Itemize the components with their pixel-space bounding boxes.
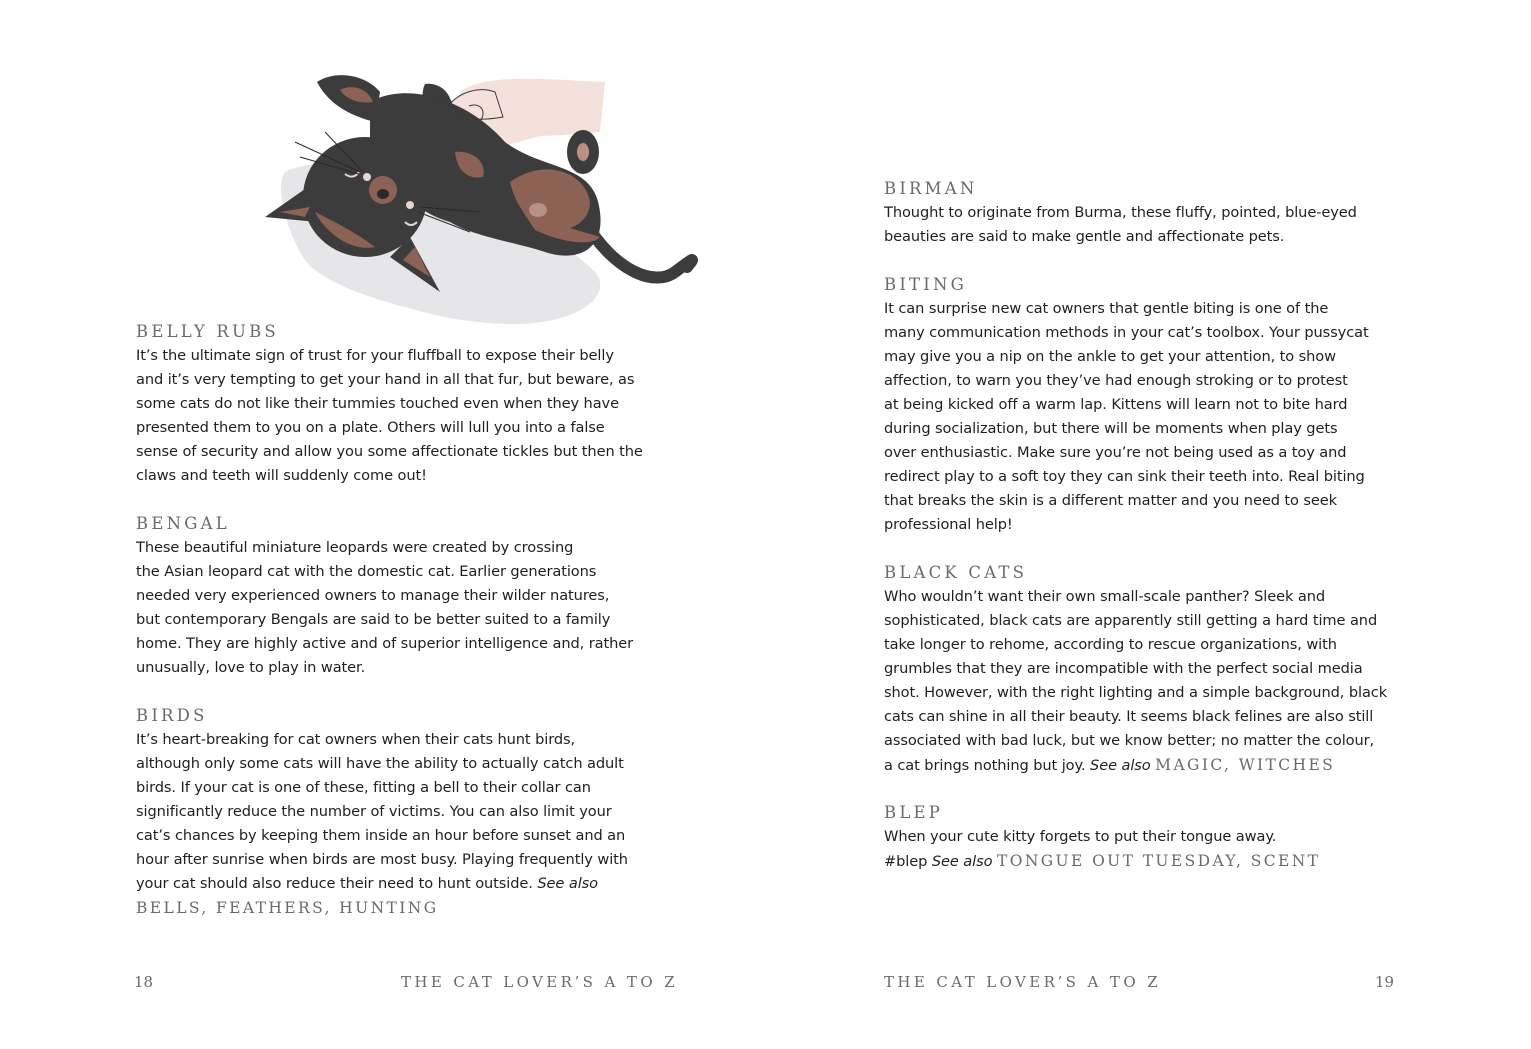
entry-heading: BIRDS bbox=[136, 706, 208, 725]
body-line bbox=[884, 753, 1387, 778]
left-page bbox=[0, 0, 765, 1049]
entry-body bbox=[884, 297, 1369, 537]
body-line: sense of security and allow you some affectionate tickles but then the bbox=[136, 443, 643, 460]
body-text: your cat should also reduce their need to hunt outside. bbox=[136, 875, 538, 892]
entry-biting bbox=[884, 273, 1369, 537]
body-line: claws and teeth will suddenly come out! bbox=[136, 467, 427, 484]
body-line: birds. If your cat is one of these, fitting a bell to their collar can bbox=[136, 779, 591, 796]
body-line: It’s the ultimate sign of trust for your fluffball to expose their belly bbox=[136, 347, 614, 364]
entry-bengal bbox=[136, 512, 633, 680]
entry-heading: BIRMAN bbox=[884, 179, 978, 198]
body-line: When your cute kitty forgets to put their tongue away. bbox=[884, 828, 1277, 845]
right-page bbox=[765, 0, 1531, 1049]
page-number: 18 bbox=[134, 973, 154, 991]
see-also-label: See also bbox=[1090, 757, 1151, 774]
running-head: THE CAT LOVER’S A TO Z bbox=[401, 973, 679, 991]
body-line: some cats do not like their tummies touched even when they have bbox=[136, 395, 619, 412]
page-number: 19 bbox=[1375, 973, 1395, 991]
entry-heading: BLEP bbox=[884, 803, 944, 822]
entry-belly-rubs bbox=[136, 320, 643, 488]
body-line: beauties are said to make gentle and affectionate pets. bbox=[884, 228, 1285, 245]
body-line: may give you a nip on the ankle to get your attention, to show bbox=[884, 348, 1336, 365]
body-line: cat’s chances by keeping them inside an hour before sunset and an bbox=[136, 827, 626, 844]
entry-birman bbox=[884, 177, 1357, 249]
body-line: It’s heart-breaking for cat owners when their cats hunt birds, bbox=[136, 731, 576, 748]
see-also-label: See also bbox=[931, 853, 993, 870]
body-line: the Asian leopard cat with the domestic cat. Earlier generations bbox=[136, 563, 597, 580]
entry-heading: BLACK CATS bbox=[884, 563, 1028, 582]
body-line: needed very experienced owners to manage their wilder natures, bbox=[136, 587, 610, 604]
entry-body bbox=[136, 536, 633, 680]
body-line: unusually, love to play in water. bbox=[136, 659, 366, 676]
body-text: #blep bbox=[884, 853, 932, 870]
entry-heading: BITING bbox=[884, 275, 967, 294]
see-also-links[interactable]: BELLS, FEATHERS, HUNTING bbox=[136, 899, 439, 917]
body-line: These beautiful miniature leopards were created by crossing bbox=[136, 539, 574, 556]
entry-birds bbox=[136, 704, 628, 921]
see-also-links[interactable]: MAGIC, WITCHES bbox=[1155, 756, 1336, 774]
body-line: shot. However, with the right lighting and a simple background, black bbox=[884, 684, 1388, 701]
entry-body bbox=[136, 344, 643, 488]
body-line: cats can shine in all their beauty. It seems black felines are also still bbox=[884, 708, 1374, 725]
cat-belly-rub-illustration bbox=[255, 62, 705, 332]
body-line: Thought to originate from Burma, these fluffy, pointed, blue-eyed bbox=[884, 204, 1357, 221]
body-line: although only some cats will have the ability to actually catch adult bbox=[136, 755, 624, 772]
body-line: over enthusiastic. Make sure you’re not being used as a toy and bbox=[884, 444, 1347, 461]
see-also-label: See also bbox=[537, 875, 598, 892]
body-line: presented them to you on a plate. Others will lull you into a false bbox=[136, 419, 605, 436]
body-line: Who wouldn’t want their own small-scale panther? Sleek and bbox=[884, 588, 1326, 605]
body-line: sophisticated, black cats are apparently still getting a hard time and bbox=[884, 612, 1378, 629]
body-line bbox=[884, 849, 1320, 874]
entry-heading: BELLY RUBS bbox=[136, 322, 279, 341]
body-line: associated with bad luck, but we know better; no matter the colour, bbox=[884, 732, 1375, 749]
body-line: and it’s very tempting to get your hand in all that fur, but beware, as bbox=[136, 371, 635, 388]
body-line: at being kicked off a warm lap. Kittens will learn not to bite hard bbox=[884, 396, 1348, 413]
body-line: hour after sunrise when birds are most busy. Playing frequently with bbox=[136, 851, 628, 868]
body-line bbox=[136, 896, 628, 921]
entry-body bbox=[884, 825, 1320, 874]
body-line: but contemporary Bengals are said to be better suited to a family bbox=[136, 611, 611, 628]
body-line: professional help! bbox=[884, 516, 1013, 533]
body-line bbox=[136, 872, 628, 896]
running-head: THE CAT LOVER’S A TO Z bbox=[884, 973, 1162, 991]
see-also-links[interactable]: TONGUE OUT TUESDAY, SCENT bbox=[996, 852, 1321, 870]
body-line: redirect play to a soft toy they can sink their teeth into. Real biting bbox=[884, 468, 1365, 485]
entry-body bbox=[136, 728, 628, 921]
body-line: It can surprise new cat owners that gentle biting is one of the bbox=[884, 300, 1329, 317]
body-line: affection, to warn you they’ve had enough stroking or to protest bbox=[884, 372, 1348, 389]
body-line: take longer to rehome, according to rescue organizations, with bbox=[884, 636, 1337, 653]
body-line: that breaks the skin is a different matter and you need to seek bbox=[884, 492, 1338, 509]
body-line: during socialization, but there will be moments when play gets bbox=[884, 420, 1338, 437]
body-line: significantly reduce the number of victims. You can also limit your bbox=[136, 803, 612, 820]
entry-body bbox=[884, 201, 1357, 249]
body-line: grumbles that they are incompatible with the perfect social media bbox=[884, 660, 1363, 677]
body-line: home. They are highly active and of superior intelligence and, rather bbox=[136, 635, 633, 652]
body-text: a cat brings nothing but joy. bbox=[884, 757, 1091, 774]
entry-body bbox=[884, 585, 1387, 778]
body-line: many communication methods in your cat’s toolbox. Your pussycat bbox=[884, 324, 1369, 341]
entry-heading: BENGAL bbox=[136, 514, 230, 533]
entry-blep bbox=[884, 801, 1320, 874]
entry-black-cats bbox=[884, 561, 1387, 778]
